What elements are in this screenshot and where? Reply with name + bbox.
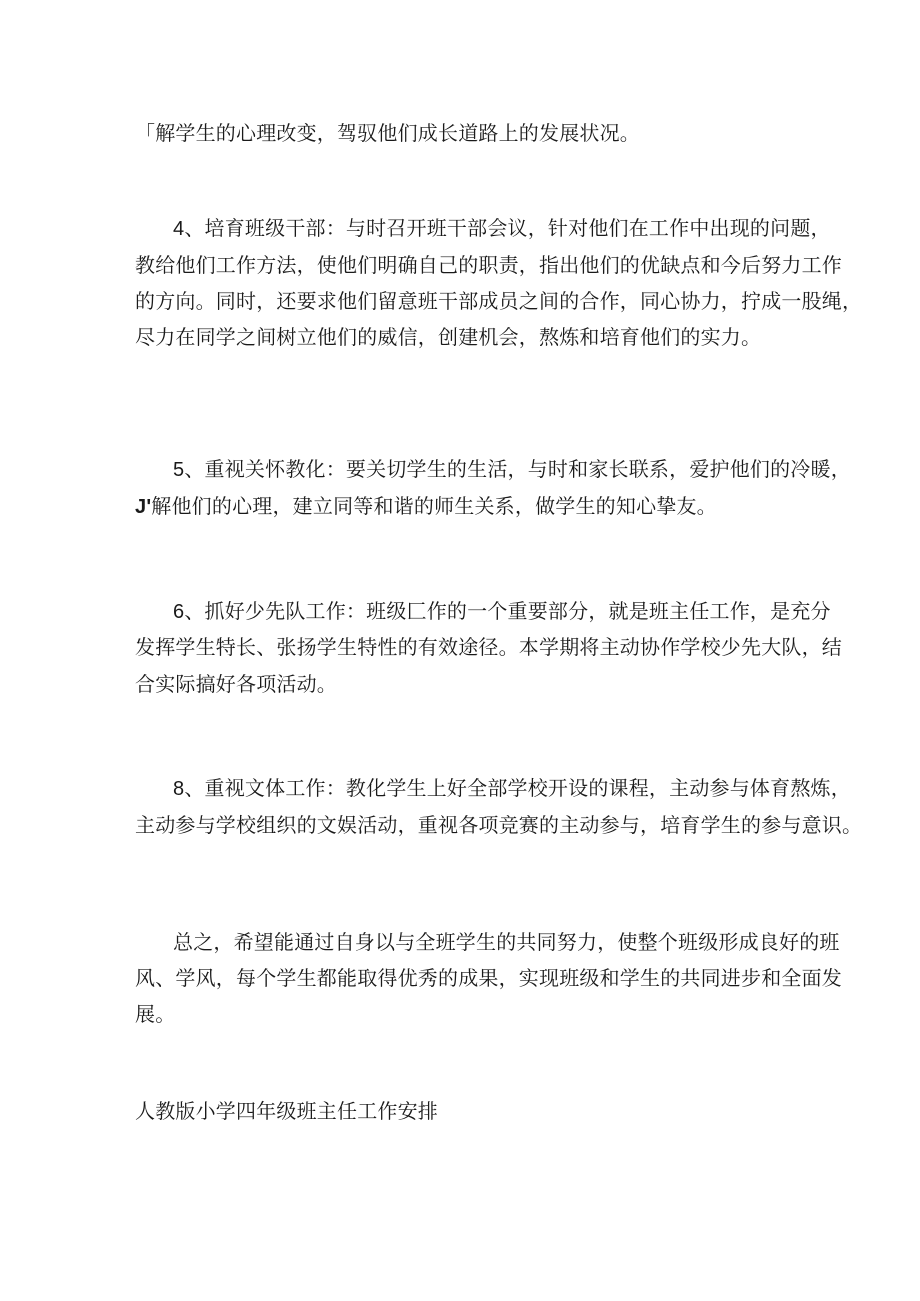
item-4-line-2: 教给他们工作方法，使他们明确自己的职责，指出他们的优缺点和今后努力工作: [135, 253, 842, 277]
item-4-number: 4: [173, 218, 185, 240]
item-8-text: 、重视文体工作：教化学生上好全部学校开设的课程，主动参与体育熬炼，: [184, 776, 851, 800]
item-6-line-1: [173, 598, 831, 625]
item-6-text: 、抓好少先队工作：班级匚作的一个重要部分，就是班主任工作，是充分: [184, 599, 831, 623]
document-title: 人教版小学四年级班主任工作安排: [135, 1099, 438, 1123]
item-5-text: 、重视关怀教化：要关切学生的生活，与时和家长联系，爱护他们的冷暖，: [184, 457, 851, 481]
item-8-number: 8: [173, 778, 185, 800]
item-5-line-1: [173, 456, 851, 483]
item-4-line-1: [173, 215, 831, 242]
item-6-line-3: 合实际搞好各项活动。: [135, 672, 337, 696]
item-5-number: 5: [173, 459, 185, 481]
paragraph-continuation-line: 「解学生的心理改变，驾驭他们成长道路上的发展状况。: [135, 121, 640, 145]
item-8-line-2: 主动参与学校组织的文娱活动，重视各项竞赛的主动参与，培育学生的参与意识。: [135, 813, 863, 837]
item-5-line-2-text: 解他们的心理，建立同等和谐的师生关系，做学生的知心挚友。: [151, 494, 717, 518]
item-4-line-3: 的方向。同时，还要求他们留意班干部成员之间的合作，同心协力，拧成一股绳，: [135, 289, 863, 313]
item-5-line-2: [135, 493, 815, 520]
item-4-line-4: 尽力在同学之间树立他们的威信，创建机会，熬炼和培育他们的实力。: [135, 325, 762, 349]
summary-line-2: 风、学风，每个学生都能取得优秀的成果，实现班级和学生的共同进步和全面发: [135, 966, 842, 990]
item-5-line-2-prefix: J': [135, 496, 152, 518]
item-4-text: 、培育班级干部：与时召开班干部会议，针对他们在工作中出现的问题，: [184, 216, 831, 240]
item-6-number: 6: [173, 601, 185, 623]
summary-line-3: 展。: [135, 1002, 176, 1026]
summary-line-1: 总之，希望能通过自身以与全班学生的共同努力，使整个班级形成良好的班: [173, 930, 840, 954]
item-8-line-1: [173, 775, 851, 802]
item-6-line-2: 发挥学生特长、张扬学生特性的有效途径。本学期将主动协作学校少先大队，结: [135, 635, 842, 659]
